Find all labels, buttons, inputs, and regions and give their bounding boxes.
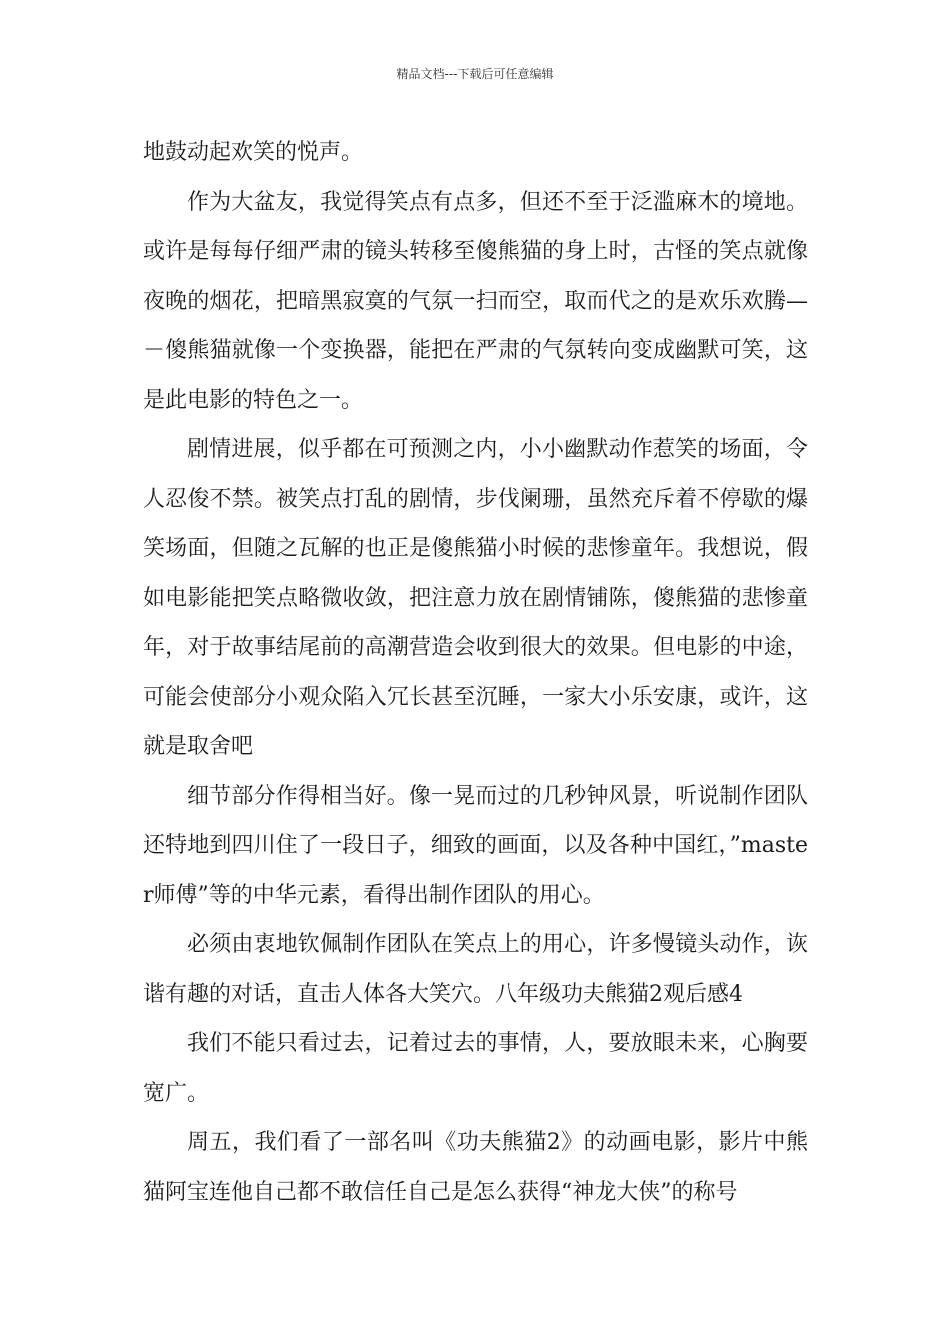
page-header: 精品文档---下载后可任意编辑 — [396, 67, 554, 81]
paragraph: 周五，我们看了一部名叫《功夫熊猫2》的动画电影，影片中熊猫阿宝连他自己都不敢信任自己是怎么获得“神龙大侠”的称号 — [143, 1130, 808, 1205]
paragraph: 必须由衷地钦佩制作团队在笑点上的用心，许多慢镜头动作，诙谐有趣的对话，直击人体各大笑穴。八年级功夫熊猫2观后感4 — [143, 932, 808, 1007]
paragraph: 我们不能只看过去，记着过去的事情，人，要放眼未来，心胸要宽广。 — [143, 1031, 808, 1106]
paragraph: 作为大盆友，我觉得笑点有点多，但还不至于泛滥麻木的境地。或许是每每仔细严肃的镜头转移至傻熊猫的身上时，古怪的笑点就像夜晚的烟花，把暗黑寂寞的气氛一扫而空，取而代之的是欢乐欢腾—－傻熊猫就像一个变换器，能把在严肃的气氛转向变成幽默可笑，这是此电影的特色之一。 — [143, 189, 808, 413]
paragraph: 细节部分作得相当好。像一晃而过的几秒钟风景，听说制作团队还特地到四川住了一段日子，细致的画面，以及各种中国红，”master师傅”等的中华元素，看得出制作团队的用心。 — [143, 783, 808, 908]
paragraph: 地鼓动起欢笑的悦声。 — [143, 140, 364, 165]
document-body — [143, 128, 808, 1217]
paragraph: 剧情进展，似乎都在可预测之内，小小幽默动作惹笑的场面，令人忍俊不禁。被笑点打乱的剧情，步伐阑珊，虽然充斥着不停歇的爆笑场面，但随之瓦解的也正是傻熊猫小时候的悲惨童年。我想说，假如电影能把笑点略微收敛，把注意力放在剧情铺陈，傻熊猫的悲惨童年，对于故事结尾前的高潮营造会收到很大的效果。但电影的中途，可能会使部分小观众陷入冗长甚至沉睡，一家大小乐安康，或许，这就是取舍吧 — [143, 437, 808, 759]
